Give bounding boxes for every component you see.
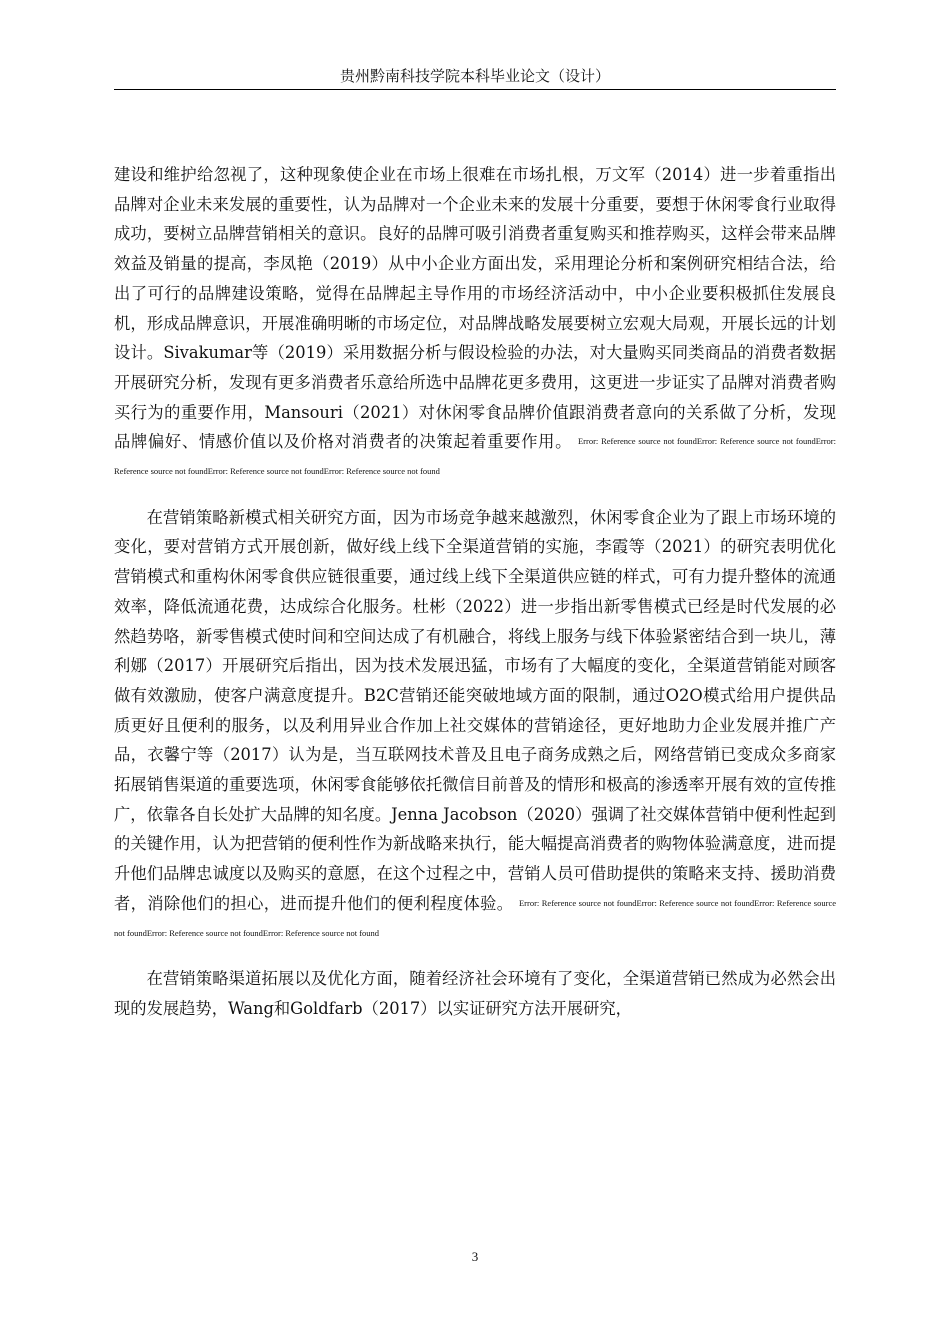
header-divider: [114, 89, 836, 90]
reference-error: Error: Reference source not foundError: Reference source not foundError: Reference source not foundError: Reference source not foundError: Reference source not found: [114, 897, 836, 938]
page-number: 3: [471, 1249, 479, 1264]
page-header: 贵州黔南科技学院本科毕业论文（设计）: [339, 67, 610, 85]
paragraph-text: 在营销策略新模式相关研究方面，因为市场竞争越来越激烈，休闲零食企业为了跟上市场环境的变化，要对营销方式开展创新，做好线上线下全渠道营销的实施，李霞等（2021）的研究表明优化营销模式和重构休闲零食供应链很重要，通过线上线下全渠道供应链的样式，可有力提升整体的流通效率，降低流通花费，达成综合化服务。杜彬（2022）进一步指出新零售模式已经是时代发展的必然趋势咯，新零售模式使时间和空间达成了有机融合，将线上服务与线下体验紧密结合到一块儿，薄利娜（2017）开展研究后指出，因为技术发展迅猛，市场有了大幅度的变化，全渠道营销能对顾客做有效激励，使客户满意度提升。B2C营销还能突破地域方面的限制，通过O2O模式给用户提供品质更好且便利的服务，以及利用异业合作加上社交媒体的营销途径，更好地助力企业发展并推广产品，衣馨宁等（2017）认为是，当互联网技术普及且电子商务成熟之后，网络营销已变成众多商家拓展销售渠道的重要选项，休闲零食能够依托微信目前普及的情形和极高的渗透率开展有效的宣传推广，依靠各自长处扩大品牌的知名度。Jenna Jacobson（2020）强调了社交媒体营销中便利性起到的关键作用，认为把营销的便利性作为新战略来执行，能大幅提高消费者的购物体验满意度，进而提升他们品牌忠诚度以及购买的意愿，在这个过程之中，营销人员可借助提供的策略来支持、援助消费者，消除他们的担心，进而提升他们的便利程度体验。: [114, 507, 836, 913]
paragraph-text: 在营销策略渠道拓展以及优化方面，随着经济社会环境有了变化，全渠道营销已然成为必然会出现的发展趋势，Wang和Goldfarb（2017）以实证研究方法开展研究，: [114, 969, 836, 1018]
reference-error: Error: Reference source not foundError: Reference source not foundError: Reference source not foundError: Reference source not foundError: Reference source not found: [114, 436, 836, 477]
paragraph-2: [114, 503, 836, 949]
paragraph-text: 建设和维护给忽视了，这种现象使企业在市场上很难在市场扎根，万文军（2014）进一步着重指出品牌对企业未来发展的重要性，认为品牌对一个企业未来的发展十分重要，要想于休闲零食行业取得成功，要树立品牌营销相关的意识。良好的品牌可吸引消费者重复购买和推荐购买，这样会带来品牌效益及销量的提高，李凤艳（2019）从中小企业方面出发，采用理论分析和案例研究相结合法，给出了可行的品牌建设策略，觉得在品牌起主导作用的市场经济活动中，中小企业要积极抓住发展良机，形成品牌意识，开展准确明晰的市场定位，对品牌战略发展要树立宏观大局观，开展长远的计划设计。Sivakumar等（2019）采用数据分析与假设检验的办法，对大量购买同类商品的消费者数据开展研究分析，发现有更多消费者乐意给所选中品牌花更多费用，这更进一步证实了品牌对消费者购买行为的重要作用，Mansouri（2021）对休闲零食品牌价值跟消费者意向的关系做了分析，发现品牌偏好、情感价值以及价格对消费者的决策起着重要作用。: [114, 165, 836, 452]
paragraph-1: [114, 160, 836, 487]
document-body: [114, 160, 836, 1024]
paragraph-3: [114, 964, 836, 1023]
